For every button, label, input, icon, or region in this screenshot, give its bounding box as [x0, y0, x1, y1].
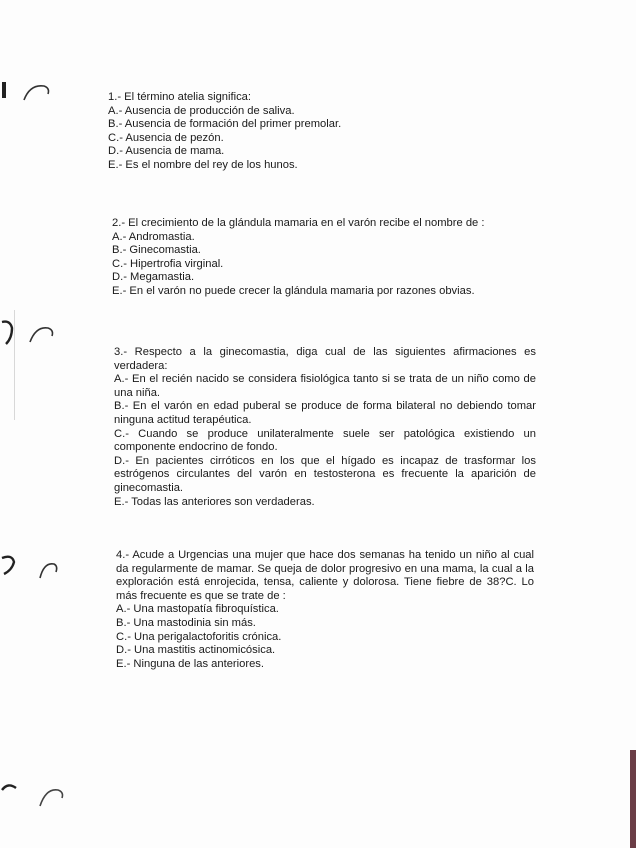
option-d: D.- Una mastitis actinomicósica.: [116, 644, 276, 657]
answer-options: [116, 603, 534, 671]
option-c: C.- Una perigalactoforitis crónica.: [116, 630, 282, 643]
question-3: [114, 346, 536, 509]
option-b: B.- Ausencia de formación del primer premolar.: [108, 118, 342, 131]
option-a: A.- Una mastopatía fibroquística.: [116, 603, 279, 616]
option-b: B.- Una mastodinia sin más.: [116, 616, 256, 629]
answer-options: [112, 231, 532, 299]
option-d: D.- Megamastia.: [112, 271, 195, 284]
punch-hole-mark: [0, 318, 60, 352]
scan-edge-shadow: [630, 750, 636, 848]
option-e: E.- Ninguna de las anteriores.: [116, 657, 265, 670]
option-c: C.- Cuando se produce unilateralmente suele ser patológica existiendo un componente endocrino de fondo.: [114, 427, 536, 454]
question-stem: 1.- El término atelia significa:: [108, 91, 252, 103]
answer-options: [114, 373, 536, 509]
question-stem: 2.- El crecimiento de la glándula mamaria en el varón recibe el nombre de :: [112, 217, 485, 229]
option-c: C.- Ausencia de pezón.: [108, 131, 224, 144]
option-a: A.- En el recién nacido se considera fisiológica tanto si se trata de un niño como de una niña.: [114, 373, 536, 399]
option-e: E.- Es el nombre del rey de los hunos.: [108, 158, 298, 171]
punch-hole-mark: [0, 780, 66, 814]
option-a: A.- Ausencia de producción de saliva.: [108, 104, 295, 117]
option-b: B.- En el varón en edad puberal se produce de forma bilateral no debiendo tomar ninguna actitud terapéutica.: [114, 400, 536, 426]
option-c: C.- Hipertrofia virginal.: [112, 257, 224, 270]
punch-hole-mark: [0, 552, 60, 586]
question-4: [116, 549, 534, 671]
option-d: D.- En pacientes cirróticos en los que el hígado es incapaz de trasformar los estrógenos circulantes del varón en testosterona es frecuente la aparición de ginecomastia.: [114, 454, 536, 494]
option-a: A.- Andromastia.: [112, 230, 195, 243]
option-e: E.- En el varón no puede crecer la glándula mamaria por razones obvias.: [112, 284, 475, 297]
option-b: B.- Ginecomastia.: [112, 244, 201, 257]
question-2: [112, 217, 532, 299]
punch-hole-mark: [2, 78, 52, 108]
answer-options: [108, 105, 528, 173]
option-d: D.- Ausencia de mama.: [108, 145, 225, 158]
question-1: [108, 91, 528, 173]
question-stem: 3.- Respecto a la ginecomastia, diga cual de las siguientes afirmaciones es verdadera:: [114, 346, 536, 372]
option-e: E.- Todas las anteriores son verdaderas.: [114, 495, 315, 508]
question-stem: 4.- Acude a Urgencias una mujer que hace dos semanas ha tenido un niño al cual da regularmente de mamar. Se queja de dolor progresivo en una mama, la cual a la exploración está enrojecida, tensa, caliente y dolorosa. Tiene fiebre de 38?C. Lo más frecuente es que se trate de :: [116, 549, 534, 602]
scan-edge-line: [14, 310, 15, 420]
